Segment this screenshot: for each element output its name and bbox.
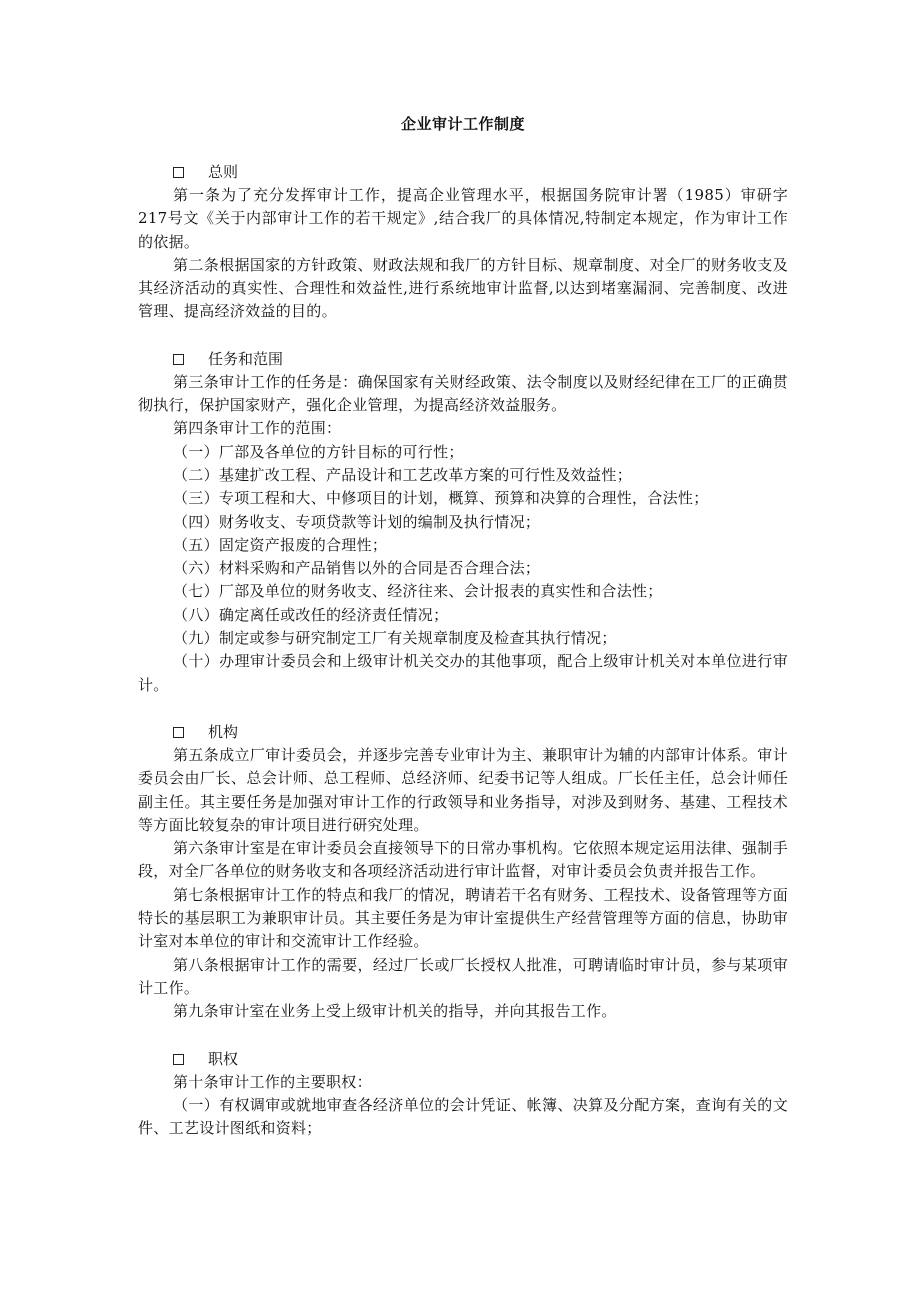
checkbox-icon	[173, 167, 184, 178]
checkbox-icon	[173, 727, 184, 738]
section-heading-label: 职权	[208, 1049, 239, 1068]
section-heading	[138, 1048, 788, 1071]
article-9: 第九条审计室在业务上受上级审计机关的指导，并向其报告工作。	[173, 1002, 617, 1021]
article-6: 第六条审计室是在审计委员会直接领导下的日常办事机构。它依照本规定运用法律、强制手段，对全厂各单位的财务收支和各项经济活动进行审计监督，对审计委员会负责并报告工作。	[138, 839, 788, 881]
section-tasks-scope	[138, 348, 788, 697]
article-7: 第七条根据审计工作的特点和我厂的情况，聘请若干名有财务、工程技术、设备管理等方面特长的基层职工为兼职审计员。其主要任务是为审计室提供生产经营管理等方面的信息，协助审计室对本单位的审计和交流审计工作经验。	[138, 885, 788, 951]
list-item: （五）固定资产报废的合理性；	[173, 535, 388, 554]
list-item: （十）办理审计委员会和上级审计机关交办的其他事项，配合上级审计机关对本单位进行审计。	[138, 652, 788, 694]
section-heading-label: 总则	[208, 163, 239, 181]
section-organization	[138, 721, 788, 1024]
list-item: （七）厂部及单位的财务收支、经济往来、会计报表的真实性和合法性；	[173, 582, 663, 601]
list-item: （四）财务收支、专项贷款等计划的编制及执行情况；	[173, 512, 541, 531]
list-item: （六）材料采购和产品销售以外的合同是否合理合法；	[173, 559, 541, 578]
article-2: 第二条根据国家的方针政策、财政法规和我厂的方针目标、规章制度、对全厂的财务收支及其经济活动的真实性、合理性和效益性,进行系统地审计监督,以达到堵塞漏洞、完善制度、改进管理、提高经济效益的目的。	[138, 255, 788, 321]
article-3: 第三条审计工作的任务是：确保国家有关财经政策、法令制度以及财经纪律在工厂的正确贯彻执行，保护国家财产，强化企业管理，为提高经济效益服务。	[138, 372, 788, 415]
article-8: 第八条根据审计工作的需要，经过厂长或厂长授权人批准，可聘请临时审计员，参与某项审计工作。	[138, 955, 788, 997]
section-heading-label: 机构	[208, 722, 239, 741]
list-item: （一）厂部及各单位的方针目标的可行性；	[173, 442, 464, 461]
section-heading	[138, 348, 788, 371]
article-4: 第四条审计工作的范围：	[173, 419, 342, 438]
section-powers	[138, 1048, 788, 1141]
list-item: （三）专项工程和大、中修项目的计划，概算、预算和决算的合理性，合法性；	[173, 489, 709, 508]
checkbox-icon	[173, 1054, 184, 1065]
section-heading	[138, 721, 788, 744]
article-5: 第五条成立厂审计委员会，并逐步完善专业审计为主、兼职审计为辅的内部审计体系。审计委员会由厂长、总会计师、总工程师、总经济师、纪委书记等人组成。厂长任主任，总会计师任副主任。其主要任务是加强对审计工作的行政领导和业务指导，对涉及到财务、基建、工程技术等方面比较复杂的审计项目进行研究处理。	[138, 745, 788, 834]
document-title: 企业审计工作制度	[400, 115, 525, 133]
list-item: （一）有权调审或就地审查各经济单位的会计凭证、帐簿、决算及分配方案，查询有关的文件、工艺设计图纸和资料；	[138, 1095, 788, 1138]
article-1: 第一条为了充分发挥审计工作，提高企业管理水平，根据国务院审计署（1985）审研字217号文《关于内部审计工作的若干规定》,结合我厂的具体情况,特制定本规定，作为审计工作的依据。	[138, 186, 788, 251]
list-item: （九）制定或参与研究制定工厂有关规章制度及检查其执行情况；	[173, 629, 617, 648]
section-heading	[138, 161, 788, 184]
checkbox-icon	[173, 354, 184, 365]
section-general	[138, 161, 788, 324]
list-item: （八）确定离任或改任的经济责任情况；	[173, 605, 449, 624]
section-heading-label: 任务和范围	[208, 349, 284, 368]
list-item: （二）基建扩改工程、产品设计和工艺改革方案的可行性及效益性；	[173, 465, 633, 484]
article-10: 第十条审计工作的主要职权：	[173, 1072, 372, 1091]
document-page	[138, 112, 788, 1164]
